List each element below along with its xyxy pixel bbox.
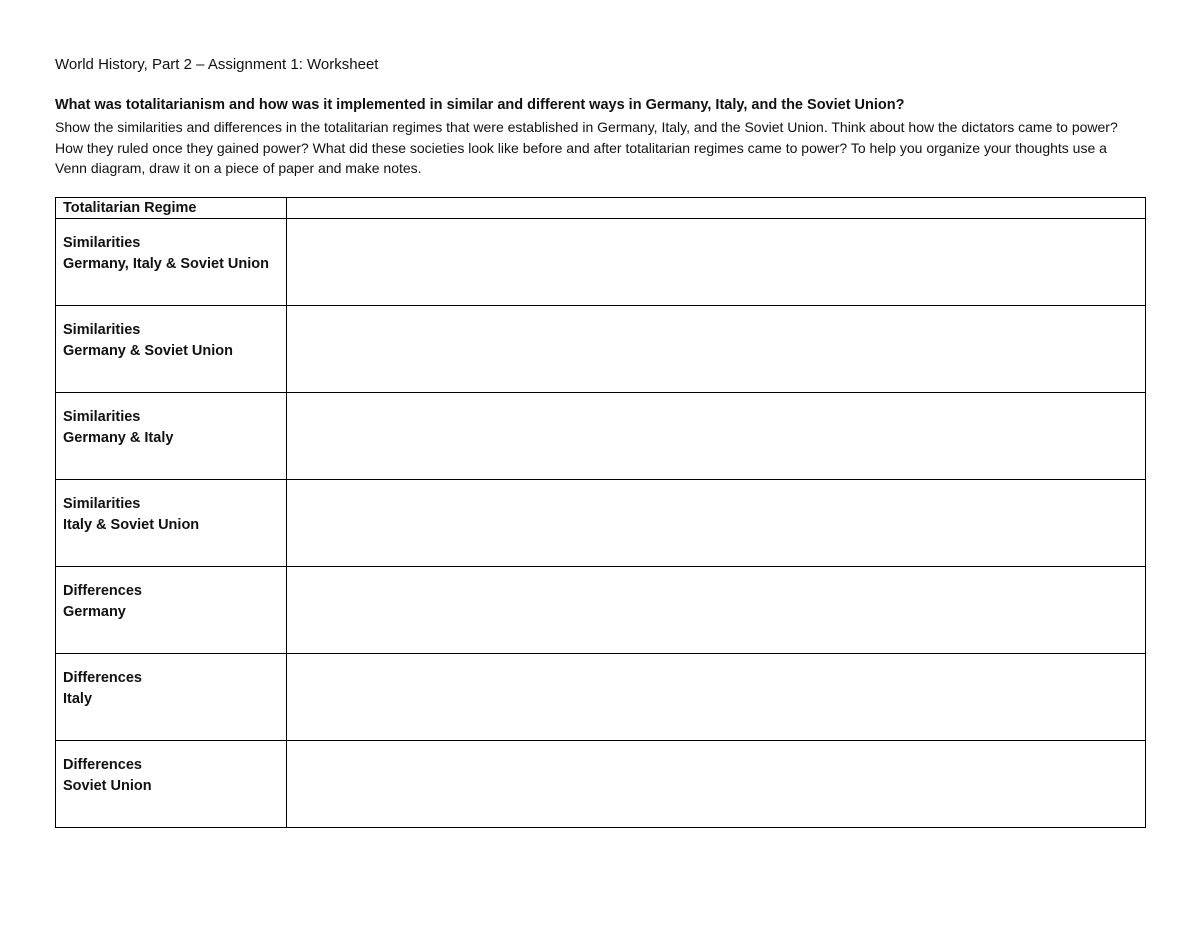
row-category: Differences xyxy=(63,583,142,599)
row-subject: Germany xyxy=(63,604,126,620)
row-answer-cell[interactable] xyxy=(287,654,1146,741)
row-subject: Italy xyxy=(63,691,93,707)
table-row xyxy=(56,393,1146,480)
row-label-cell xyxy=(56,480,287,567)
header-answer-cell[interactable] xyxy=(287,198,1146,219)
essay-question: What was totalitarianism and how was it implemented in similar and different ways in Germany, Italy, and the Soviet Union? xyxy=(55,97,905,113)
row-subject: Germany & Soviet Union xyxy=(63,343,234,359)
row-answer-cell[interactable] xyxy=(287,567,1146,654)
row-label-cell xyxy=(56,219,287,306)
row-answer-cell[interactable] xyxy=(287,741,1146,828)
table-row xyxy=(56,741,1146,828)
row-answer-cell[interactable] xyxy=(287,219,1146,306)
instructions-text: Show the similarities and differences in the totalitarian regimes that were established in Germany, Italy, and the Soviet Union. Think about how the dictators came to power? How they ruled once they gained power? What did these societies look like before and after totalitarian regimes came to power? To help you organize your thoughts use a Venn diagram, draw it on a piece of paper and make notes. xyxy=(55,119,1118,176)
table-row xyxy=(56,654,1146,741)
row-label-cell xyxy=(56,741,287,828)
row-subject: Germany, Italy & Soviet Union xyxy=(63,256,270,272)
row-category: Similarities xyxy=(63,235,141,251)
row-label-cell xyxy=(56,654,287,741)
row-category: Similarities xyxy=(63,496,141,512)
row-answer-cell[interactable] xyxy=(287,480,1146,567)
row-label-cell xyxy=(56,567,287,654)
row-label-cell xyxy=(56,306,287,393)
row-subject: Italy & Soviet Union xyxy=(63,517,200,533)
table-row xyxy=(56,480,1146,567)
row-category: Differences xyxy=(63,757,142,773)
header-label-cell xyxy=(56,198,287,219)
comparison-table xyxy=(55,197,1146,828)
table-header-row xyxy=(56,198,1146,219)
document-title: World History, Part 2 – Assignment 1: Worksheet xyxy=(55,56,379,73)
row-answer-cell[interactable] xyxy=(287,306,1146,393)
table-row xyxy=(56,567,1146,654)
row-subject: Soviet Union xyxy=(63,778,152,794)
row-answer-cell[interactable] xyxy=(287,393,1146,480)
row-subject: Germany & Italy xyxy=(63,430,174,446)
row-category: Similarities xyxy=(63,322,141,338)
table-row xyxy=(56,219,1146,306)
table-row xyxy=(56,306,1146,393)
header-label: Totalitarian Regime xyxy=(63,200,197,216)
row-label-cell xyxy=(56,393,287,480)
row-category: Differences xyxy=(63,670,142,686)
worksheet-page xyxy=(55,0,1145,927)
row-category: Similarities xyxy=(63,409,141,425)
